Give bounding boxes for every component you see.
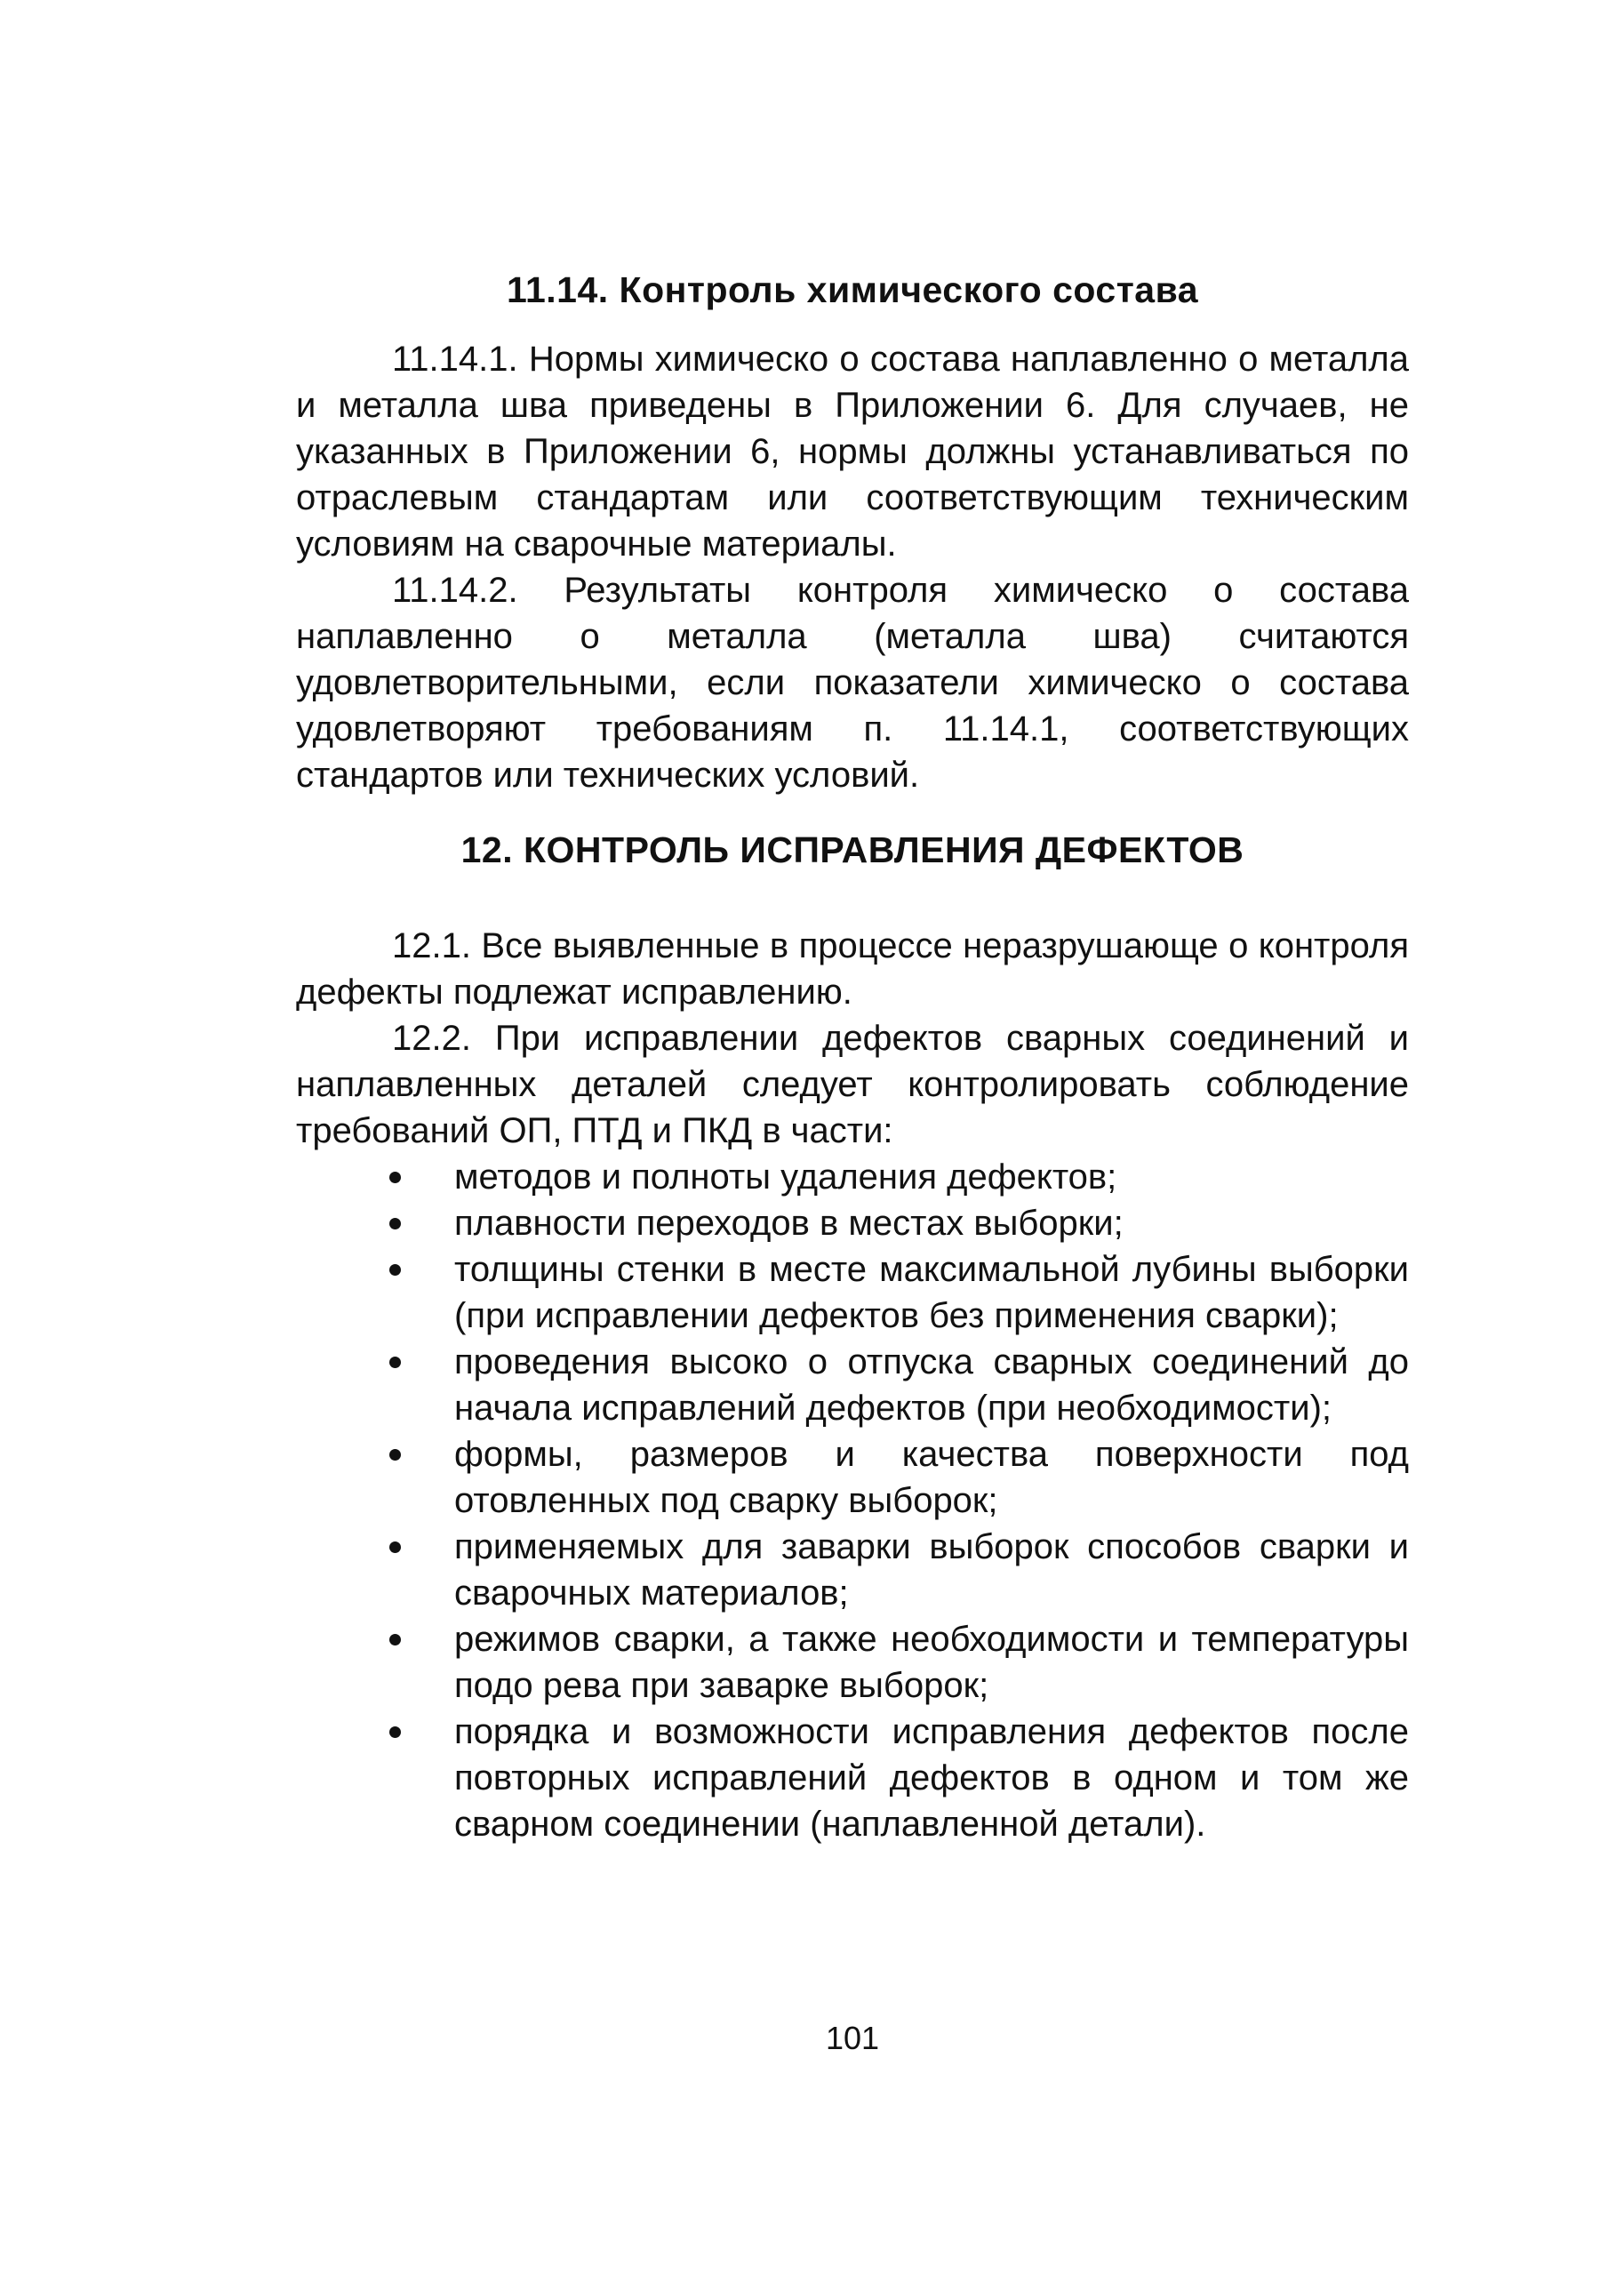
list-item-text: порядка и возможности исправления дефектов после повторных исправлений дефектов в одном и том же сварном соединении (наплавленной детали). xyxy=(454,1712,1409,1844)
paragraph-12-2: 12.2. При исправлении дефектов сварных соединений и наплавленных деталей следует контролировать соблюдение требований ОП, ПТД и ПКД в части: xyxy=(296,1019,1409,1150)
list-item-text: плавности переходов в местах выборки; xyxy=(454,1204,1124,1243)
list-item-text: формы, размеров и качества поверхности под отовленных под сварку выборок; xyxy=(454,1435,1409,1520)
list-item xyxy=(296,1524,1409,1616)
page-number: 101 xyxy=(825,2020,880,2056)
list-item xyxy=(296,1154,1409,1200)
list-item xyxy=(296,1431,1409,1524)
section-title-11-14: 11.14. Контроль химического состава xyxy=(506,269,1199,310)
bullet-icon xyxy=(389,1541,401,1553)
list-item-text: применяемых для заварки выборок способов сварки и сварочных материалов; xyxy=(454,1527,1409,1613)
bullet-icon xyxy=(389,1218,401,1229)
bullet-icon xyxy=(389,1634,401,1645)
section-title-12: 12. КОНТРОЛЬ ИСПРАВЛЕНИЯ ДЕФЕКТОВ xyxy=(460,829,1244,870)
bullet-icon xyxy=(389,1726,401,1738)
bullet-icon xyxy=(389,1357,401,1368)
list-item-text: толщины стенки в месте максимальной лубины выборки (при исправлении дефектов без применения сварки); xyxy=(454,1250,1409,1335)
list-item-text: проведения высоко о отпуска сварных соединений до начала исправлений дефектов (при необходимости); xyxy=(454,1342,1409,1428)
paragraph-11-14-1: 11.14.1. Нормы химическо о состава наплавленно о металла и металла шва приведены в Приложении 6. Для случаев, не указанных в Приложении 6, нормы должны устанавливаться по отраслевым стандартам или соответствующим техническим условиям на сварочные материалы. xyxy=(296,340,1409,564)
list-item xyxy=(296,1339,1409,1431)
bullet-icon xyxy=(389,1449,401,1461)
list-item-text: методов и полноты удаления дефектов; xyxy=(454,1157,1117,1197)
bullet-icon xyxy=(389,1172,401,1183)
list-item xyxy=(296,1200,1409,1246)
requirements-list xyxy=(296,1154,1409,1847)
paragraph-11-14-2: 11.14.2. Результаты контроля химическо о состава наплавленно о металла (металла шва) считаются удовлетворительными, если показатели химическо о состава удовлетворяют требованиям п. 11.14.1, соответствующих стандартов или технических условий. xyxy=(296,571,1409,795)
paragraph-12-1: 12.1. Все выявленные в процессе неразрушающе о контроля дефекты подлежат исправлению. xyxy=(296,926,1409,1012)
bullet-icon xyxy=(389,1264,401,1276)
list-item xyxy=(296,1616,1409,1709)
list-item-text: режимов сварки, а также необходимости и температуры подо рева при заварке выборок; xyxy=(454,1620,1409,1705)
list-item xyxy=(296,1709,1409,1847)
list-item xyxy=(296,1246,1409,1339)
